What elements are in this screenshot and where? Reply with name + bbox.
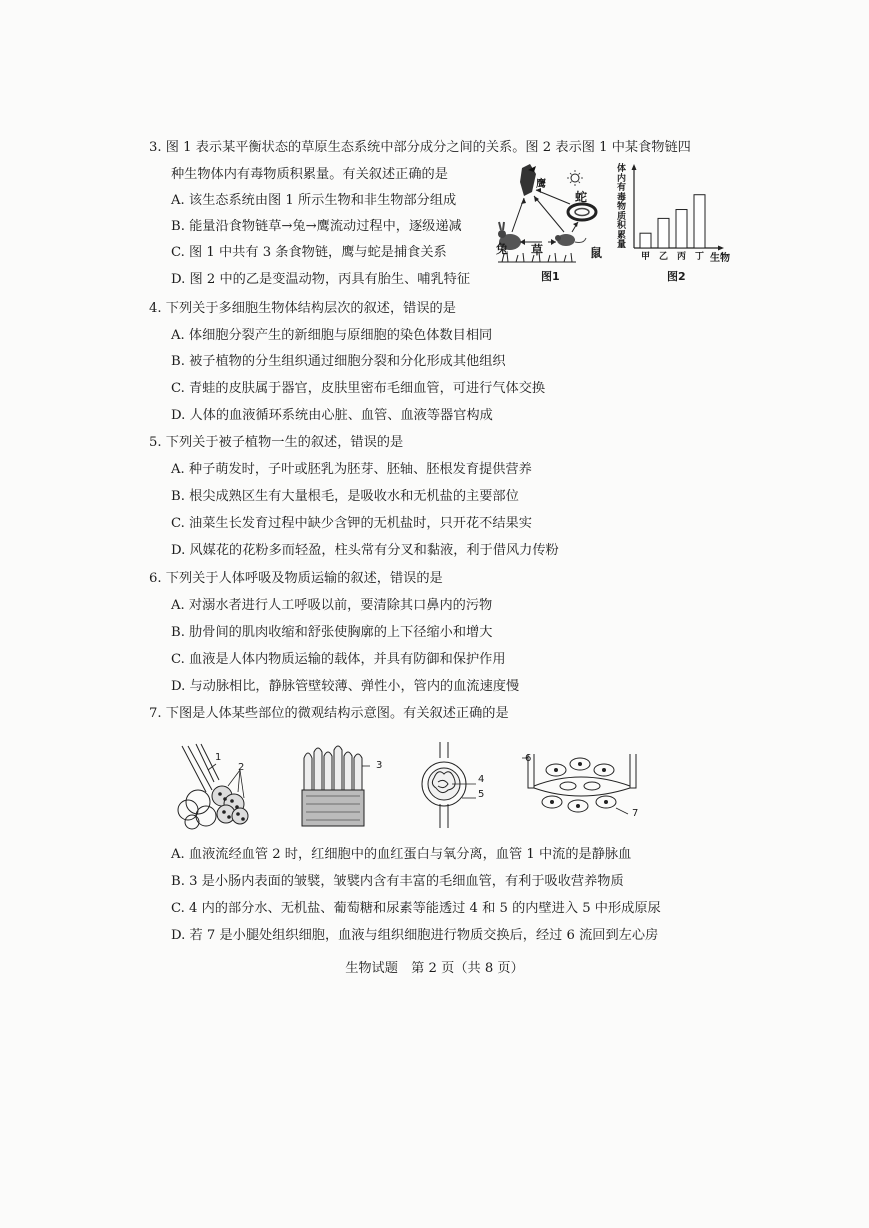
eagle-icon [520,164,536,196]
q7-option-c: C. 4 内的部分水、无机盐、葡萄糖和尿素等能透过 4 和 5 的内壁进入 5 中形成原尿 [171,901,661,916]
ylabel-char: 物 [617,202,627,212]
q5-option-d: D. 风媒花的花粉多而轻盈，柱头常有分叉和黏液，利于借风力传粉 [171,543,559,558]
q6-option-a: A. 对溺水者进行人工呼吸以前，要清除其口鼻内的污物 [171,598,493,613]
fig2-ylabel [617,165,629,251]
q7-label-5: 5 [478,789,485,800]
q5-option-b: B. 根尖成熟区生有大量根毛，是吸收水和无机盐的主要部位 [171,489,519,504]
bar-丁 [694,195,705,248]
q6-option-b: B. 肋骨间的肌肉收缩和舒张使胸廓的上下径缩小和增大 [171,625,493,640]
q7-option-b: B. 3 是小肠内表面的皱襞，皱襞内含有丰富的毛细血管，有利于吸收营养物质 [171,874,624,889]
fig1-eagle-label: 鹰 [536,179,546,190]
ylabel-char: 内 [617,173,627,184]
fig1-grass-label: 草 [531,243,544,257]
q6-stem: 6. 下列关于人体呼吸及物质运输的叙述，错误的是 [149,571,443,586]
category-label-甲: 甲 [640,252,651,262]
q7-label-3: 3 [376,760,383,771]
intestine-villi-diagram [300,744,372,828]
q3-stem-line1: 3. 图 1 表示某平衡状态的草原生态系统中部分成分之间的关系。图 2 表示图 1 中某食物链四 [149,140,691,155]
fig1-caption: 图1 [541,270,560,283]
q7-label-1: 1 [215,752,222,763]
fig1-rabbit-label: 兔 [496,242,509,256]
y-axis-arrow [632,164,637,170]
snake-icon [568,204,596,220]
q4-option-c: C. 青蛙的皮肤属于器官，皮肤里密布毛细血管，可进行气体交换 [171,381,546,396]
q7-option-d: D. 若 7 是小腿处组织细胞，血液与组织细胞进行物质交换后，经过 6 流回到左心房 [171,928,659,943]
sun-icon [567,170,583,186]
category-label-丙: 丙 [676,252,687,262]
q7-label-2: 2 [238,762,245,773]
q7-option-a: A. 血液流经血管 2 时，红细胞中的血红蛋白与氧分离，血管 1 中流的是静脉血 [171,847,632,862]
mouse-icon [555,234,586,246]
q3-option-a: A. 该生态系统由图 1 所示生物和非生物部分组成 [171,193,457,208]
q6-option-c: C. 血液是人体内物质运输的载体，并具有防御和保护作用 [171,652,506,667]
ylabel-char: 质 [617,211,627,222]
category-label-丁: 丁 [694,252,705,262]
fig2-caption: 图2 [667,270,686,283]
ylabel-char: 有 [617,183,627,193]
q5-option-c: C. 油菜生长发育过程中缺少含钾的无机盐时，只开花不结果实 [171,516,532,531]
q3-option-d: D. 图 2 中的乙是变温动物，丙具有胎生、哺乳特征 [171,272,471,287]
q4-stem: 4. 下列关于多细胞生物体结构层次的叙述，错误的是 [149,301,456,316]
q4-option-b: B. 被子植物的分生组织通过细胞分裂和分化形成其他组织 [171,354,506,369]
ylabel-char: 毒 [617,192,627,203]
tissue-capillary-diagram [520,748,644,828]
q3-stem-line2: 种生物体内有毒物质积累量。有关叙述正确的是 [171,167,448,182]
ylabel-char: 积 [617,221,627,231]
q4-option-a: A. 体细胞分裂产生的新细胞与原细胞的染色体数目相同 [171,328,493,343]
category-label-乙: 乙 [658,252,669,262]
q3-option-c: C. 图 1 中共有 3 条食物链，鹰与蛇是捕食关系 [171,245,447,260]
bar-丙 [676,210,687,248]
q7-label-6: 6 [525,753,532,764]
q7-stem: 7. 下图是人体某些部位的微观结构示意图。有关叙述正确的是 [149,706,509,721]
q5-option-a: A. 种子萌发时，子叶或胚乳为胚芽、胚轴、胚根发育提供营养 [171,462,532,477]
q3-option-b: B. 能量沿食物链草→兔→鹰流动过程中，逐级递减 [171,219,462,234]
q6-option-d: D. 与动脉相比，静脉管壁较薄、弹性小，管内的血流速度慢 [171,679,520,694]
bar-乙 [658,218,669,248]
fig2-xlabel: 生物 [710,253,730,264]
nephron-diagram [418,738,486,830]
fig1-mouse-label: 鼠 [590,246,603,260]
q4-option-d: D. 人体的血液循环系统由心脏、血管、血液等器官构成 [171,408,493,423]
q7-label-7: 7 [632,808,639,819]
bar-甲 [640,233,651,248]
ylabel-char: 累 [617,230,627,241]
fig1-snake-label: 蛇 [575,190,588,204]
q5-stem: 5. 下列关于被子植物一生的叙述，错误的是 [149,435,404,450]
page-footer: 生物试题 第 2 页（共 8 页） [345,961,524,976]
ylabel-char: 体 [617,164,627,174]
q7-label-4: 4 [478,774,485,785]
ylabel-char: 量 [617,240,627,250]
